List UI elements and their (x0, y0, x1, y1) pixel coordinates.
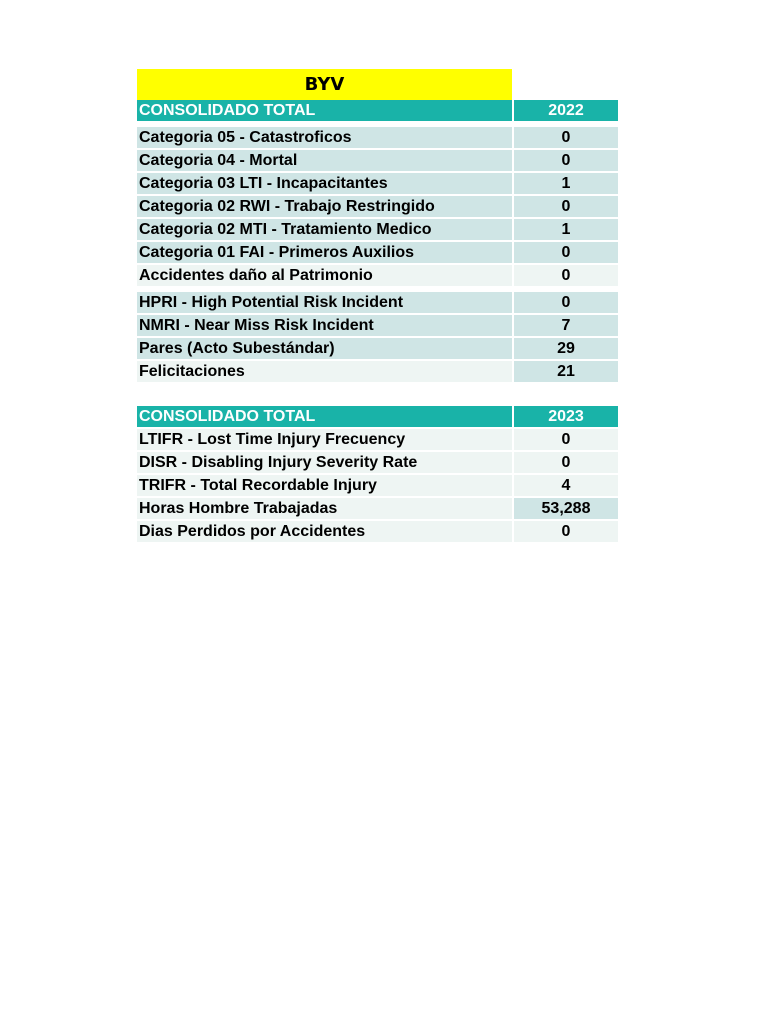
row-label[interactable]: Categoria 04 - Mortal (137, 149, 513, 172)
spreadsheet (137, 69, 619, 544)
row-value[interactable]: 0 (513, 264, 619, 287)
table-row (137, 360, 619, 383)
row-label[interactable]: Felicitaciones (137, 360, 513, 383)
row-label[interactable]: Pares (Acto Subestándar) (137, 337, 513, 360)
row-value[interactable]: 7 (513, 314, 619, 337)
table-row (137, 451, 619, 474)
row-label[interactable]: NMRI - Near Miss Risk Incident (137, 314, 513, 337)
row-value[interactable]: 1 (513, 218, 619, 241)
table-row (137, 172, 619, 195)
row-value[interactable]: 0 (513, 428, 619, 451)
row-value[interactable]: 4 (513, 474, 619, 497)
row-label[interactable]: Categoria 05 - Catastroficos (137, 127, 513, 149)
row-value[interactable]: 0 (513, 292, 619, 314)
row-value[interactable]: 0 (513, 241, 619, 264)
row-value[interactable]: 53,288 (513, 497, 619, 520)
table-row (137, 314, 619, 337)
table-row (137, 264, 619, 287)
row-label[interactable]: Categoria 02 MTI - Tratamiento Medico (137, 218, 513, 241)
table-row (137, 218, 619, 241)
row-value[interactable]: 29 (513, 337, 619, 360)
row-label[interactable]: Horas Hombre Trabajadas (137, 497, 513, 520)
row-label[interactable]: LTIFR - Lost Time Injury Frecuency (137, 428, 513, 451)
row-label[interactable]: Accidentes daño al Patrimonio (137, 264, 513, 287)
row-value[interactable]: 21 (513, 360, 619, 383)
header-year[interactable]: 2023 (513, 406, 619, 428)
table-row (137, 292, 619, 314)
row-value[interactable]: 0 (513, 451, 619, 474)
row-label[interactable]: HPRI - High Potential Risk Incident (137, 292, 513, 314)
row-value[interactable]: 0 (513, 149, 619, 172)
row-value[interactable]: 0 (513, 520, 619, 543)
row-value[interactable]: 0 (513, 127, 619, 149)
table-row (137, 337, 619, 360)
row-label[interactable]: Categoria 02 RWI - Trabajo Restringido (137, 195, 513, 218)
table-header (137, 406, 619, 428)
row-label[interactable]: TRIFR - Total Recordable Injury (137, 474, 513, 497)
table-row (137, 241, 619, 264)
table-consolidado-2022 (137, 100, 620, 384)
header-label[interactable]: CONSOLIDADO TOTAL (137, 100, 513, 122)
row-label[interactable]: Categoria 03 LTI - Incapacitantes (137, 172, 513, 195)
table-row (137, 127, 619, 149)
table-row (137, 474, 619, 497)
row-label[interactable]: Dias Perdidos por Accidentes (137, 520, 513, 543)
table-consolidado-2023 (137, 406, 620, 544)
table-row (137, 195, 619, 218)
table-row (137, 497, 619, 520)
table-row (137, 520, 619, 543)
sheet-title[interactable]: BYV (137, 69, 512, 100)
row-label[interactable]: DISR - Disabling Injury Severity Rate (137, 451, 513, 474)
table-spacer (137, 384, 619, 406)
row-label[interactable]: Categoria 01 FAI - Primeros Auxilios (137, 241, 513, 264)
table-row (137, 428, 619, 451)
table-header (137, 100, 619, 122)
table-row (137, 149, 619, 172)
row-value[interactable]: 0 (513, 195, 619, 218)
header-label[interactable]: CONSOLIDADO TOTAL (137, 406, 513, 428)
title-row (137, 69, 619, 100)
row-value[interactable]: 1 (513, 172, 619, 195)
header-year[interactable]: 2022 (513, 100, 619, 122)
